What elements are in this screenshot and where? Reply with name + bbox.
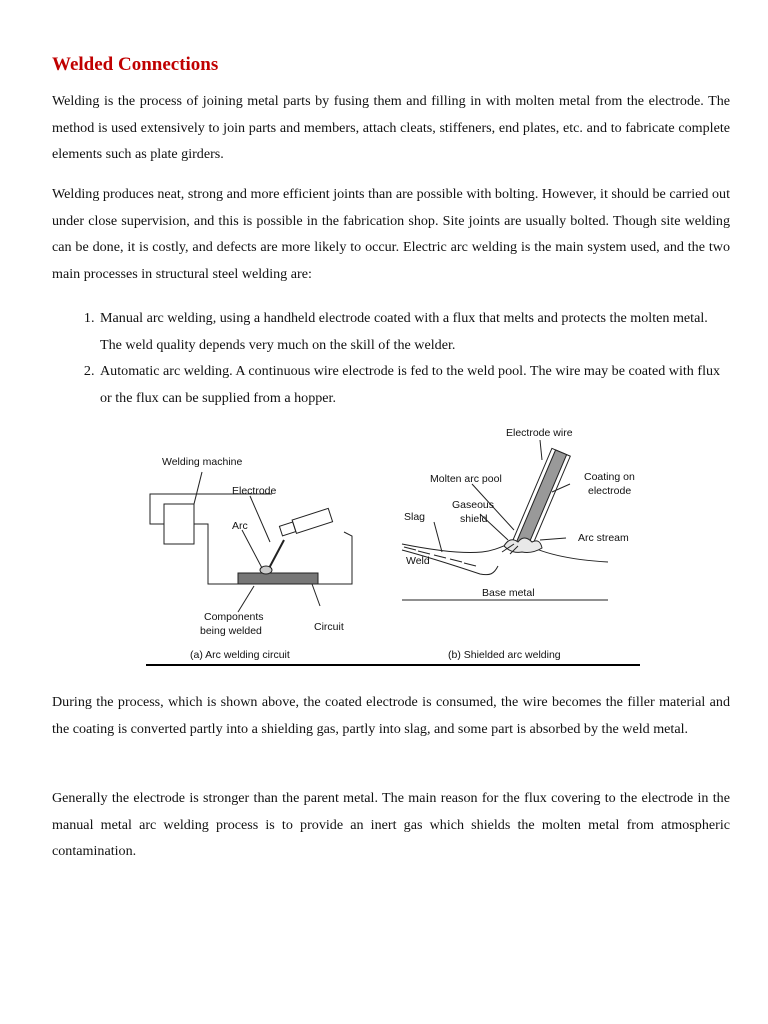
label-slag: Slag: [404, 511, 426, 523]
welding-benefits-paragraph: Welding produces neat, strong and more efficient joints than are possible with bolting. However, it should be carried out under close supervision, and this is possible in the fabrication shop. Site joints are usually bolted. Though site welding can be done, it is costly, and defects are more likely to occur. Electric arc welding is the main system used, and the two main processes in structural steel welding are:: [52, 186, 730, 282]
electrode-holder: [279, 508, 333, 537]
label-base-metal: Base metal: [482, 587, 535, 599]
leader-circuit: [312, 584, 320, 606]
intro-paragraph: Welding is the process of joining metal parts by fusing them and filling in with molten metal from the electrode. The method is used extensively to join parts and members, attach cleats, stiffeners, end plates, etc. and to fabricate complete elements such as plate girders.: [52, 93, 730, 163]
welding-machine-box: [164, 504, 194, 544]
electrode-coating: [512, 448, 570, 550]
label-shield: shield: [460, 513, 488, 525]
caption-arc-welding-circuit: (a) Arc welding circuit: [190, 649, 290, 661]
list-item-automatic-arc: 2. Automatic arc welding. A continuous wire electrode is fed to the weld pool. The wire may be coated with flux or the flux can be supplied from a hopper.: [98, 358, 730, 411]
label-weld: Weld: [406, 555, 430, 567]
circuit-wire-top: [150, 494, 272, 524]
process-description-paragraph: During the process, which is shown above, the coated electrode is consumed, the wire becomes the filler material and the coating is converted partly into a shielding gas, partly into slag, and some part is absorbed by the weld metal.: [52, 694, 730, 737]
label-gaseous: Gaseous: [452, 499, 495, 511]
label-arc-stream: Arc stream: [578, 532, 629, 544]
label-coating-line2: electrode: [588, 485, 632, 497]
label-coating-line1: Coating on: [584, 471, 635, 483]
list-item-manual-arc: 1. Manual arc welding, using a handheld electrode coated with a flux that melts and protects the molten metal. The weld quality depends very much on the skill of the welder.: [98, 305, 730, 358]
welding-diagram: [142, 412, 642, 670]
label-components-line1: Components: [204, 611, 264, 623]
leader-slag: [434, 522, 442, 552]
label-molten-arc-pool: Molten arc pool: [430, 473, 502, 485]
gaseous-shield-cloud: [504, 538, 542, 553]
leader-arc-stream: [540, 538, 566, 540]
leader-components: [238, 586, 254, 612]
label-electrode: Electrode: [232, 485, 277, 497]
welding-process-list: [52, 305, 730, 411]
leader-arc: [242, 530, 262, 568]
label-arc: Arc: [232, 520, 248, 532]
leader-electrode-wire: [540, 440, 542, 460]
caption-shielded-arc-welding: (b) Shielded arc welding: [448, 649, 561, 661]
workpiece-plate: [238, 573, 318, 584]
welding-figure: [142, 412, 642, 670]
leader-electrode: [250, 496, 270, 542]
label-welding-machine: Welding machine: [162, 456, 243, 468]
electrode-strength-paragraph: Generally the electrode is stronger than the parent metal. The main reason for the flux covering to the electrode in the manual metal arc welding process is to provide an inert gas which shields the molten metal from atmospheric contamination.: [52, 790, 730, 860]
page-title: Welded Connections: [52, 54, 219, 75]
label-components-line2: being welded: [200, 625, 262, 637]
label-electrode-wire: Electrode wire: [506, 427, 573, 439]
label-circuit: Circuit: [314, 621, 344, 633]
shielded-arc-welding-diagram: [402, 440, 608, 600]
leader-welding-machine: [194, 472, 202, 504]
